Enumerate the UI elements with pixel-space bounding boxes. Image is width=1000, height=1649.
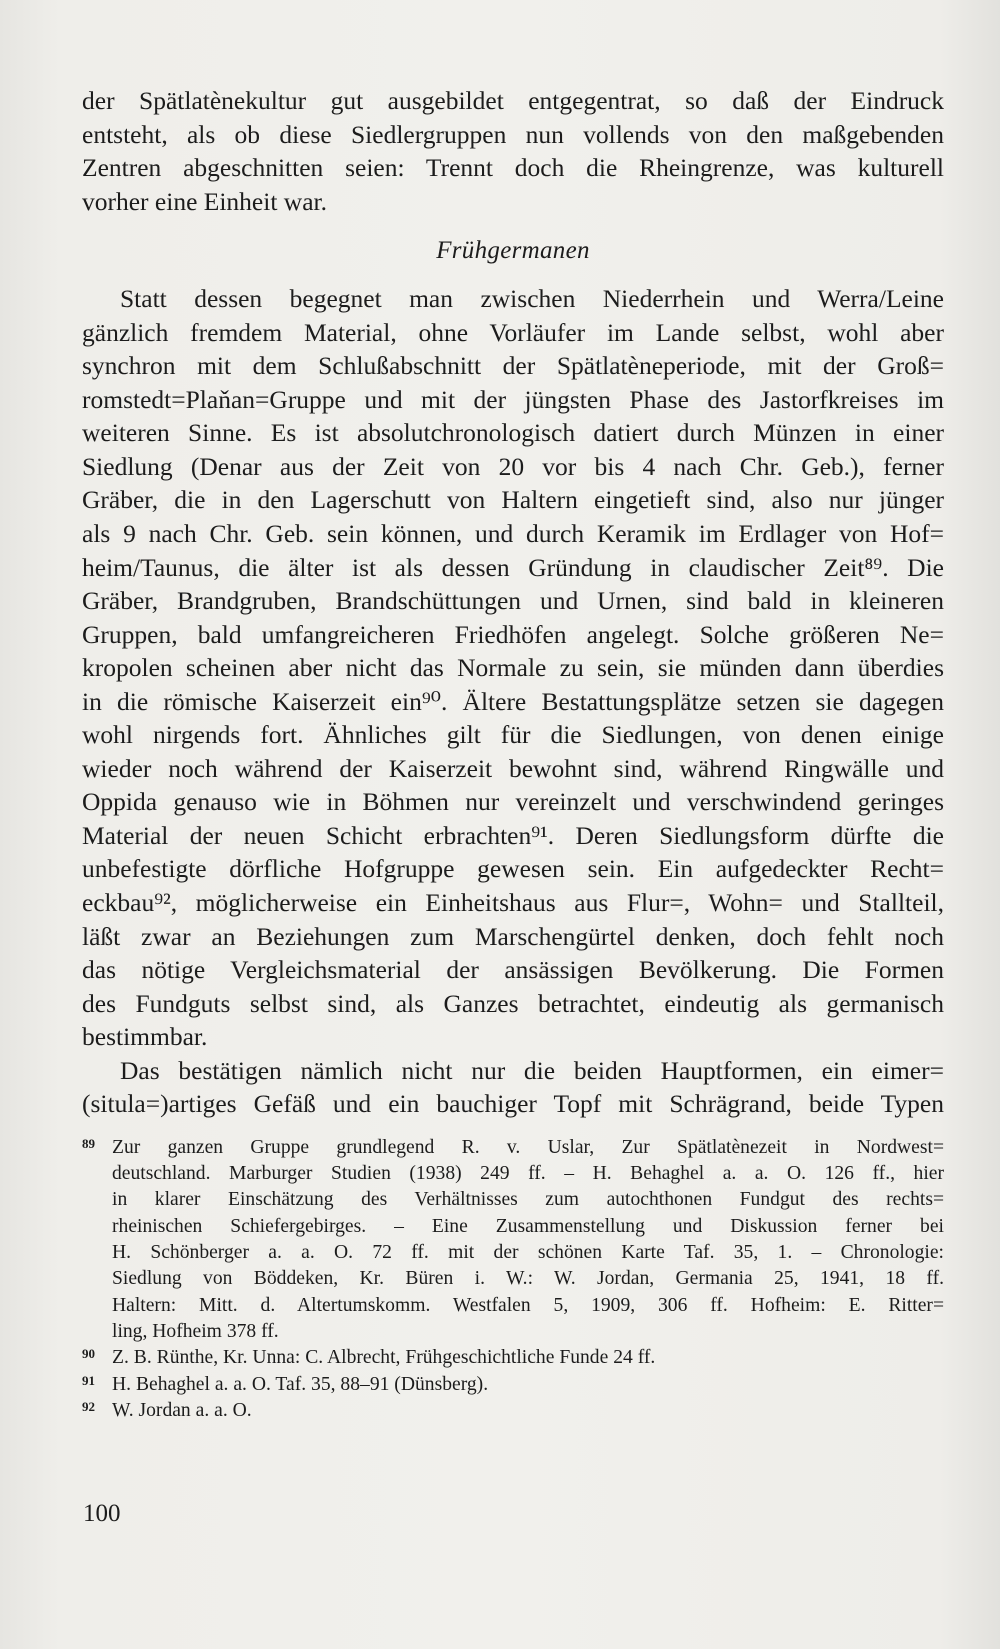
text-line: synchron mit dem Schlußabschnitt der Spätlatèneperiode, mit der Groß= xyxy=(82,351,944,381)
footnote-text: deutschland. Marburger Studien (1938) 249 ff. – H. Behaghel a. a. O. 126 ff., hier xyxy=(112,1163,944,1185)
footnote-text: in klarer Einschätzung des Verhältnisses zum autochthonen Fundgut des rechts= xyxy=(112,1189,944,1211)
text-line: heim/Taunus, die älter ist als dessen Gründung in claudischer Zeit⁸⁹. Die xyxy=(82,552,944,582)
text-line: der Spätlatènekultur gut ausgebildet entgegentrat, so daß der Eindruck xyxy=(82,86,944,115)
main-text-block xyxy=(82,84,944,1424)
text-line: romstedt=Plaňan=Gruppe und mit der jüngsten Phase des Jastorfkreises im xyxy=(82,384,944,414)
text-line: wieder noch während der Kaiserzeit bewohnt sind, während Ringwälle und xyxy=(82,753,944,783)
text-line: Siedlung (Denar aus der Zeit von 20 vor bis 4 nach Chr. Geb.), ferner xyxy=(82,451,944,481)
footnote-line xyxy=(82,1214,944,1240)
footnote-separator xyxy=(82,1121,944,1135)
text-line: Das bestätigen nämlich nicht nur die beiden Hauptformen, ein eimer= xyxy=(120,1055,944,1085)
footnote-number: 89 xyxy=(82,1135,95,1151)
text-line: gänzlich fremdem Material, ohne Vorläufer im Lande selbst, wohl aber xyxy=(82,317,944,347)
text-line: Gruppen, bald umfangreicheren Friedhöfen angelegt. Solche größeren Ne= xyxy=(82,619,944,649)
footnote-text: Haltern: Mitt. d. Altertumskomm. Westfalen 5, 1909, 306 ff. Hofheim: E. Ritter= xyxy=(112,1294,944,1316)
footnote-number: 91 xyxy=(82,1372,95,1388)
footnote-text: Siedlung von Böddeken, Kr. Büren i. W.: W. Jordan, Germania 25, 1941, 18 ff. xyxy=(112,1268,944,1290)
footnotes xyxy=(82,1135,944,1424)
footnote-line xyxy=(82,1161,944,1187)
text-line: Gräber, Brandgruben, Brandschüttungen und Urnen, sind bald in kleineren xyxy=(82,586,944,616)
footnote-text: Z. B. Rünthe, Kr. Unna: C. Albrecht, Frühgeschichtliche Funde 24 ff. xyxy=(112,1347,656,1369)
footnote-text: Zur ganzen Gruppe grundlegend R. v. Uslar, Zur Spätlatènezeit in Nordwest= xyxy=(112,1136,944,1158)
paragraph-1 xyxy=(82,84,944,218)
footnote-line xyxy=(82,1187,944,1213)
footnote-line xyxy=(82,1372,944,1398)
footnote-text: H. Behaghel a. a. O. Taf. 35, 88–91 (Dünsberg). xyxy=(112,1373,489,1395)
page-number: 100 xyxy=(83,1500,121,1527)
footnote-91 xyxy=(82,1372,944,1398)
footnote-89 xyxy=(82,1135,944,1345)
text-line: vorher eine Einheit war. xyxy=(82,186,327,216)
text-line: kropolen scheinen aber nicht das Normale zu sein, sie münden dann überdies xyxy=(82,653,944,683)
footnote-line xyxy=(82,1266,944,1292)
text-line: läßt zwar an Beziehungen zum Marschengürtel denken, doch fehlt noch xyxy=(82,921,944,951)
footnote-92 xyxy=(82,1398,944,1424)
text-line: das nötige Vergleichsmaterial der ansässigen Bevölkerung. Die Formen xyxy=(82,955,944,985)
footnote-text: ling, Hofheim 378 ff. xyxy=(112,1320,279,1342)
text-line: Gräber, die in den Lagerschutt von Haltern eingetieft sind, also nur jünger xyxy=(82,485,944,515)
paragraph-3 xyxy=(82,1054,944,1121)
footnote-line xyxy=(82,1293,944,1319)
footnote-line xyxy=(82,1345,944,1371)
footnote-90 xyxy=(82,1345,944,1371)
footnote-text: W. Jordan a. a. O. xyxy=(112,1399,252,1421)
text-line: als 9 nach Chr. Geb. sein können, und durch Keramik im Erdlager von Hof= xyxy=(82,519,944,549)
footnote-number: 90 xyxy=(82,1346,95,1362)
text-line: unbefestigte dörfliche Hofgruppe gewesen sein. Ein aufgedeckter Recht= xyxy=(82,854,944,884)
text-line: bestimmbar. xyxy=(82,1022,208,1052)
text-line: weiteren Sinne. Es ist absolutchronologisch datiert durch Münzen in einer xyxy=(82,418,944,448)
text-line: Material der neuen Schicht erbrachten⁹¹. Deren Siedlungsform dürfte die xyxy=(82,820,944,850)
footnote-number: 92 xyxy=(82,1398,95,1414)
text-line: des Fundguts selbst sind, als Ganzes betrachtet, eindeutig als germanisch xyxy=(82,988,944,1018)
footnote-line xyxy=(82,1135,944,1161)
text-line: (situla=)artiges Gefäß und ein bauchiger Topf mit Schrägrand, beide Typen xyxy=(82,1089,944,1119)
text-line: in die römische Kaiserzeit ein⁹⁰. Ältere Bestattungsplätze setzen sie dagegen xyxy=(82,686,944,716)
text-line: wohl nirgends fort. Ähnliches gilt für die Siedlungen, von denen einige xyxy=(82,720,944,750)
footnote-line xyxy=(82,1240,944,1266)
text-line: Statt dessen begegnet man zwischen Niederrhein und Werra/Leine xyxy=(120,284,944,314)
text-line: entsteht, als ob diese Siedlergruppen nun vollends von den maßgebenden xyxy=(82,119,944,149)
paragraph-2 xyxy=(82,282,944,1054)
footnote-text: rheinischen Schiefergebirges. – Eine Zusammenstellung und Diskussion ferner bei xyxy=(112,1215,944,1237)
text-line: Zentren abgeschnitten seien: Trennt doch die Rheingrenze, was kulturell xyxy=(82,153,944,183)
footnote-line xyxy=(82,1319,944,1345)
text-line: eckbau⁹², möglicherweise ein Einheitshaus aus Flur=, Wohn= und Stallteil, xyxy=(82,888,944,918)
footnote-text: H. Schönberger a. a. O. 72 ff. mit der schönen Karte Taf. 35, 1. – Chronologie: xyxy=(112,1242,944,1264)
text-line: Oppida genauso wie in Böhmen nur vereinzelt und verschwindend geringes xyxy=(82,787,944,817)
footnote-line xyxy=(82,1398,944,1424)
section-heading: Frühgermanen xyxy=(436,237,590,265)
